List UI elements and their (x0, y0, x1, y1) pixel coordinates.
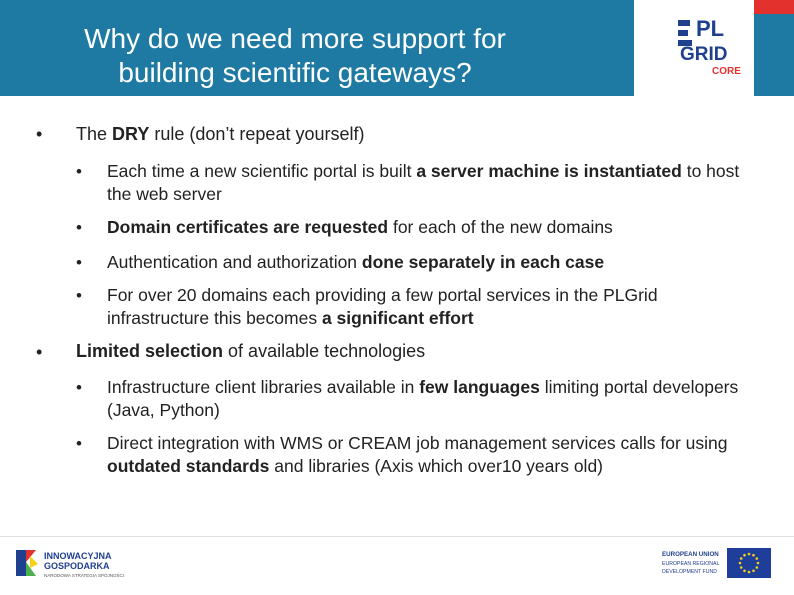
eu-text-block (660, 548, 724, 578)
footer-right-line3: DEVELOPMENT FUND (662, 569, 717, 575)
logo-grid-text: GRID (680, 44, 728, 65)
bullet-marker: • (36, 124, 43, 144)
sub-bullet-marker: • (76, 253, 82, 272)
sub-bullet-server-machine: Each time a new scientific portal is built a server machine is instantiated to host the web server (107, 161, 740, 204)
sub-bullet-marker: • (76, 286, 82, 305)
footer-right-line1: EUROPEAN UNION (662, 551, 719, 558)
footer-left-line2: GOSPODARKA (44, 561, 110, 571)
innowacyjna-gospodarka-logo (14, 546, 124, 582)
sub-bullet-marker: • (76, 434, 82, 453)
sub-bullet-marker: • (76, 218, 82, 237)
footer-right-line2: EUROPEAN REGIONAL (662, 561, 720, 567)
eu-flag-icon (727, 548, 771, 578)
footer-left-line3: NARODOWA STRATEGIA SPÓJNOŚCI (44, 573, 124, 578)
sub-bullet-marker: • (76, 162, 82, 181)
logo-core-text: CORE (712, 66, 741, 77)
sub-bullet-authentication: Authentication and authorization done separately in each case (107, 252, 605, 272)
logo-pl-text: PL (696, 16, 725, 41)
bullet-marker: • (36, 342, 43, 362)
red-accent-stripe (754, 0, 794, 14)
slide-title-line2: building scientific gateways? (118, 57, 472, 88)
footer-left-line1: INNOWACYJNA (44, 551, 112, 561)
slide-title-line1: Why do we need more support for (84, 23, 506, 54)
slide-title (0, 22, 590, 90)
sub-bullet-domain-certificates: Domain certificates are requested for each of the new domains (107, 217, 613, 237)
footer-divider (0, 536, 794, 537)
sub-bullet-20-domains: For over 20 domains each providing a few portal services in the PLGrid infrastructure this becomes a significant effort (107, 285, 658, 328)
sub-bullet-wms-cream: Direct integration with WMS or CREAM job management services calls for using outdated standards and libraries (Axis which over10 years old) (107, 433, 728, 476)
plgrid-core-logo (676, 14, 750, 80)
sub-bullet-marker: • (76, 378, 82, 397)
sub-bullet-few-languages: Infrastructure client libraries available in few languages limiting portal developers (Java, Python) (107, 377, 739, 420)
bullet-limited-selection: Limited selection of available technologies (76, 341, 426, 361)
bullet-dry-rule: The DRY rule (don’t repeat yourself) (76, 124, 365, 144)
